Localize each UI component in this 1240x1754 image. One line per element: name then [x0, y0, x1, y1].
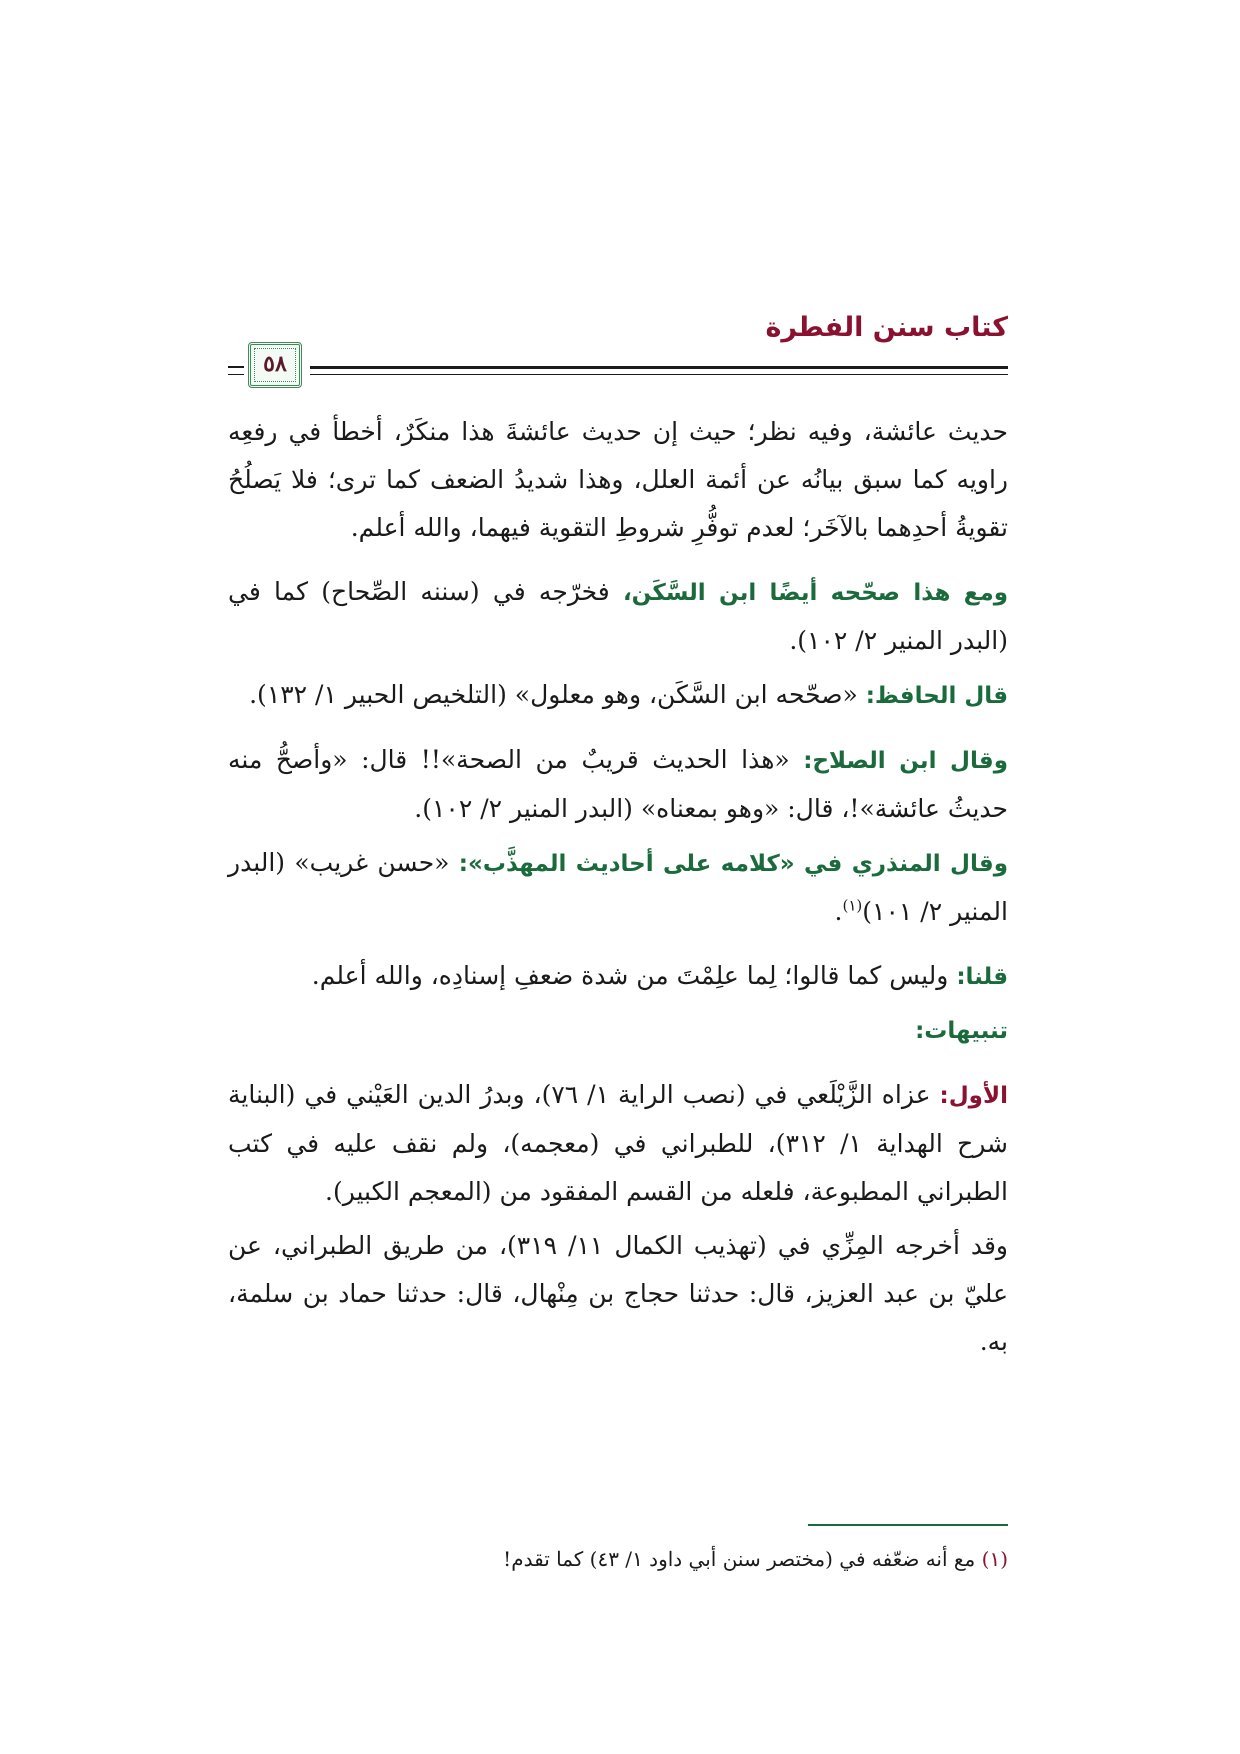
- footnote-number: (١): [981, 1547, 1008, 1571]
- paragraph-3-text: «صحّحه ابن السَّكَن، وهو معلول» (التلخيص الحبير ١/ ١٣٢).: [249, 680, 866, 709]
- paragraph-5-lead: وقال المنذري في «كلامه على أحاديث المهذَّب»:: [458, 851, 1008, 877]
- paragraph-5: [228, 839, 1008, 936]
- main-text: [228, 408, 1008, 1382]
- paragraph-2: [228, 568, 1008, 665]
- page-header: [228, 312, 1008, 396]
- paragraph-4-text: «هذا الحديث قريبٌ من الصحة»!! قال: «وأصحُّ منه حديثُ عائشة»!، قال: «وهو بمعناه» (البدر المنير ٢/ ١٠٢).: [228, 745, 1008, 823]
- header-rule-left-thin: [228, 374, 244, 375]
- paragraph-2-lead: ومع هذا صحّحه أيضًا ابن السَّكَن،: [622, 580, 1008, 606]
- paragraph-2-text: فخرّجه في (سننه الصِّحاح) كما في (البدر المنير ٢/ ١٠٢).: [228, 577, 1008, 655]
- paragraph-7: [228, 1071, 1008, 1216]
- footnote-reference[interactable]: (١): [842, 896, 863, 915]
- header-rule-thick: [310, 366, 1008, 369]
- paragraph-7-text: عزاه الزَّيْلَعي في (نصب الراية ١/ ٧٦)، وبدرُ الدين العَيْني في (البناية شرح الهداية ١/ ٣١٢)، للطبراني في (معجمه)، ولم نقف عليه في كتب الطبراني المطبوعة، فلعله من القسم المفقود من (المعجم الكبير).: [228, 1080, 1009, 1206]
- paragraph-4: [228, 736, 1008, 833]
- paragraph-6-lead: قلنا:: [956, 964, 1008, 990]
- notes-heading: تنبيهات:: [915, 1018, 1008, 1044]
- page-number-ornament: [248, 342, 302, 388]
- page-number: ٥٨: [263, 351, 287, 377]
- paragraph-1: حديث عائشة، وفيه نظر؛ حيث إن حديث عائشةَ هذا منكَرٌ، أخطأ في رفعِه راويه كما سبق بيانُه عن أئمة العلل، وهذا شديدُ الضعف كما ترى؛ فلا يَصلُحُ تقويةُ أحدِهما بالآخَر؛ لعدم توفُّرِ شروطِ التقوية فيهما، والله أعلم.: [228, 417, 1008, 542]
- paragraph-5-end: .: [834, 897, 843, 926]
- header-rule-left-thick: [228, 366, 244, 368]
- paragraph-5-text: «حسن غريب» (البدر المنير ٢/ ١٠١): [228, 848, 1008, 926]
- paragraph-6: [228, 952, 1008, 1001]
- paragraph-3: [228, 671, 1008, 720]
- paragraph-6-text: وليس كما قالوا؛ لِما علِمْتَ من شدة ضعفِ إسنادِه، والله أعلم.: [311, 961, 957, 990]
- book-title: كتاب سنن الفطرة: [765, 312, 1008, 343]
- paragraph-8: وقد أخرجه المِزِّي في (تهذيب الكمال ١١/ ٣١٩)، من طريق الطبراني، عن عليّ بن عبد العزيز، قال: حدثنا حجاج بن مِنْهال، قال: حدثنا حماد بن سلمة، به.: [228, 1231, 1009, 1356]
- header-rule-thin: [310, 374, 1008, 375]
- paragraph-7-lead: الأول:: [939, 1083, 1008, 1109]
- footnote-separator: [808, 1524, 1008, 1526]
- paragraph-4-lead: وقال ابن الصلاح:: [803, 748, 1009, 774]
- paragraph-3-lead: قال الحافظ:: [865, 683, 1008, 709]
- footnote: [228, 1542, 1008, 1576]
- footnote-text: مع أنه ضعّفه في (مختصر سنن أبي داود ١/ ٤٣) كما تقدم!: [503, 1547, 982, 1571]
